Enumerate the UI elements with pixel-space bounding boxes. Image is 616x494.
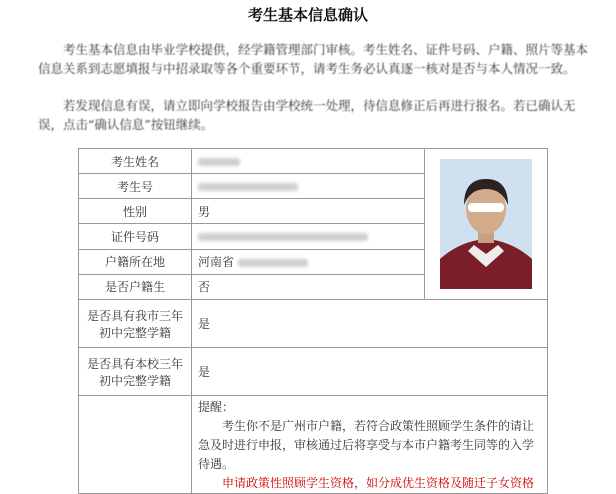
value-exam-number <box>192 174 425 199</box>
row-name <box>79 149 548 174</box>
notice-title: 提醒： <box>198 400 235 414</box>
label-name: 考生姓名 <box>79 149 192 174</box>
student-info-table <box>78 148 548 494</box>
value-city-enrollment: 是 <box>192 300 548 348</box>
intro-paragraph-2: 若发现信息有误，请立即向学校报告由学校统一处理，待信息修正后再进行报名。若已确认无误，点击“确认信息”按钮继续。 <box>38 98 576 132</box>
intro-paragraph-1: 考生基本信息由毕业学校提供，经学籍管理部门审核。考生姓名、证件号码、户籍、照片等基本信息关系到志愿填报与中招录取等各个重要环节，请考生务必认真逐一核对是否与本人情况一致。 <box>38 42 589 76</box>
label-id-number: 证件号码 <box>79 224 192 249</box>
notice-cell <box>192 396 548 494</box>
photo-cell <box>425 149 548 300</box>
label-exam-number: 考生号 <box>79 174 192 199</box>
row-city-enrollment <box>79 300 548 348</box>
row-school-enrollment <box>79 348 548 396</box>
value-id-number <box>192 224 425 249</box>
value-school-enrollment: 是 <box>192 348 548 396</box>
label-notice-empty <box>79 396 192 494</box>
value-gender: 男 <box>192 199 425 224</box>
notice-text: 考生你不是广州市户籍，若符合政策性照顾学生条件的请让急及时进行申报，审核通过后将享受与本市户籍考生同等的入学待遇。 <box>198 419 535 471</box>
row-notice <box>79 396 548 494</box>
student-photo <box>440 159 532 289</box>
value-household <box>192 249 425 274</box>
label-is-local: 是否户籍生 <box>79 274 192 299</box>
student-photo-image <box>440 159 532 289</box>
label-household: 户籍所在地 <box>79 249 192 274</box>
label-city-enrollment: 是否具有我市三年初中完整学籍 <box>79 300 192 348</box>
value-name <box>192 149 425 174</box>
label-gender: 性别 <box>79 199 192 224</box>
value-household-text: 河南省 <box>198 255 235 270</box>
value-is-local: 否 <box>192 274 425 299</box>
notice-red-text: 申请政策性照顾学生资格，如分成优生资格及随迁子女资格 <box>222 476 535 490</box>
page-title: 考生基本信息确认 <box>247 6 368 24</box>
label-school-enrollment: 是否具有本校三年初中完整学籍 <box>79 348 192 396</box>
